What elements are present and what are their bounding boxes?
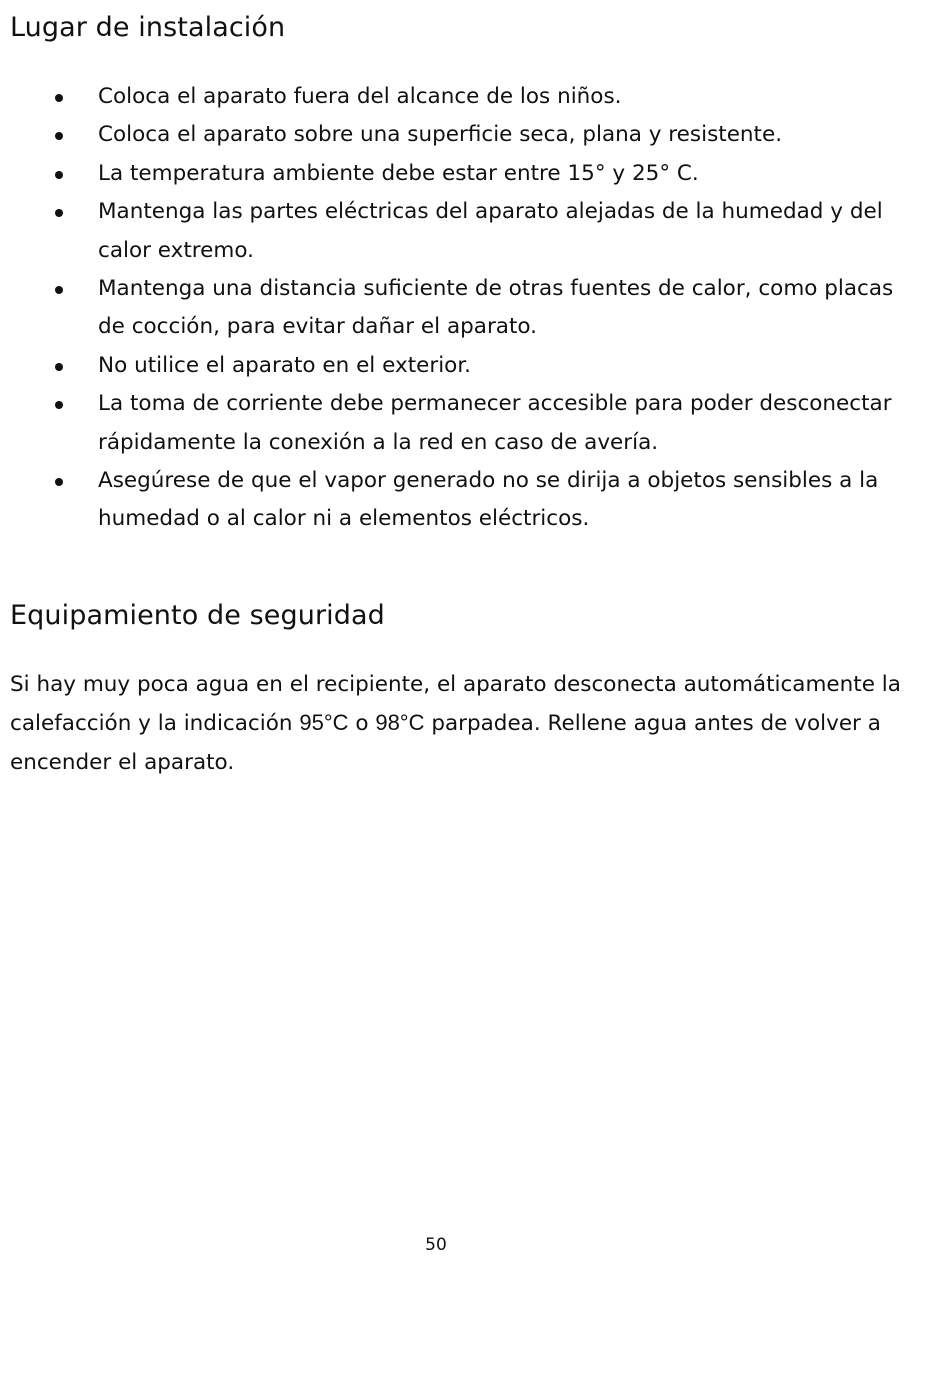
paragraph-text: parpadea. Rellene agua antes de volver a encender el aparato. bbox=[10, 711, 881, 775]
section-title-installation: Lugar de instalación bbox=[10, 12, 286, 43]
list-item bbox=[0, 116, 900, 154]
list-item-text: Coloca el aparato sobre una superficie seca, plana y resistente. bbox=[98, 122, 783, 148]
installation-list bbox=[0, 78, 900, 539]
list-item-text: La toma de corriente debe permanecer accesible para poder desconectar rápidamente la conexión a la red en caso de avería. bbox=[98, 391, 892, 455]
bullet-icon bbox=[55, 132, 63, 140]
list-item-text: Coloca el aparato fuera del alcance de los niños. bbox=[98, 84, 622, 109]
list-item bbox=[0, 385, 900, 462]
bullet-icon bbox=[55, 171, 63, 179]
list-item-text: Mantenga las partes eléctricas del aparato alejadas de la humedad y del calor extremo. bbox=[98, 199, 883, 263]
list-item-text: La temperatura ambiente debe estar entre 15° y 25° C. bbox=[98, 160, 699, 186]
list-item bbox=[0, 78, 900, 116]
bullet-icon bbox=[55, 286, 63, 294]
temperature-value: 98°C bbox=[375, 710, 425, 736]
list-item bbox=[0, 270, 900, 347]
list-item bbox=[0, 347, 900, 385]
list-item-text: No utilice el aparato en el exterior. bbox=[98, 352, 472, 378]
paragraph-text: o bbox=[348, 711, 376, 737]
list-item bbox=[0, 462, 900, 539]
list-item bbox=[0, 193, 900, 270]
temperature-value: 95°C bbox=[299, 710, 349, 736]
safety-paragraph bbox=[10, 666, 910, 782]
bullet-icon bbox=[55, 478, 63, 486]
bullet-icon bbox=[55, 363, 63, 371]
bullet-icon bbox=[55, 209, 63, 217]
list-item-text: Asegúrese de que el vapor generado no se dirija a objetos sensibles a la humedad o al calor ni a elementos eléctricos. bbox=[98, 468, 879, 532]
list-item-text: Mantenga una distancia suficiente de otras fuentes de calor, como placas de cocción, para evitar dañar el aparato. bbox=[98, 276, 894, 340]
bullet-icon bbox=[55, 401, 63, 409]
section-title-safety: Equipamiento de seguridad bbox=[10, 600, 385, 631]
list-item bbox=[0, 155, 900, 193]
bullet-icon bbox=[55, 94, 63, 102]
paragraph-text: Si hay muy poca agua en el recipiente, el aparato desconecta automáticamente la calefacción y la indicación bbox=[10, 672, 901, 737]
page-number: 50 bbox=[425, 1235, 447, 1255]
